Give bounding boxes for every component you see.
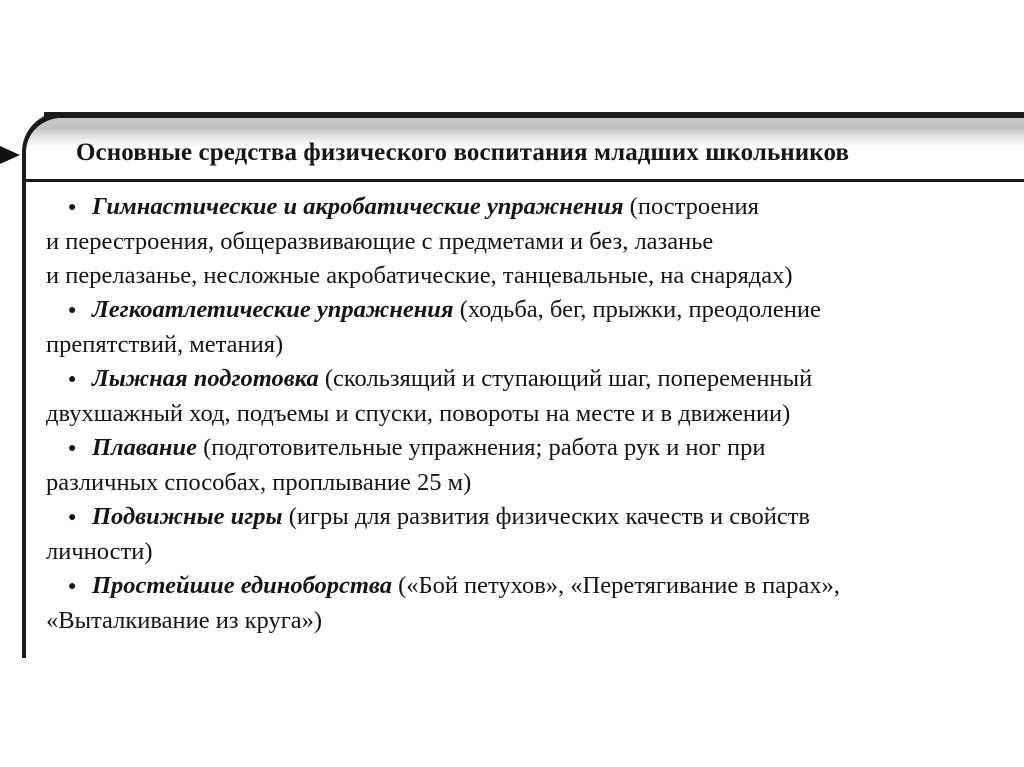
item-first-line [46, 362, 1006, 397]
item-first-line [46, 500, 1006, 535]
bullet-icon: ● [68, 303, 77, 318]
list-item [46, 293, 1006, 362]
item-continuation: и перестроения, общеразвивающие с предметами и без, лазанье [46, 228, 714, 255]
item-term: Гимнастические и акробатические упражнения [92, 193, 624, 220]
item-continuation: и перелазанье, несложные акробатические, танцевальные, на снарядах) [46, 262, 793, 289]
item-continuation: «Выталкивание из круга») [46, 607, 323, 634]
item-continuation: личности) [46, 538, 153, 565]
page-title: Основные средства физического воспитания младших школьников [76, 139, 850, 166]
arrow-icon [0, 146, 20, 164]
bullet-icon: ● [68, 200, 77, 215]
item-description: (ходьба, бег, прыжки, преодоление [453, 296, 821, 323]
list-item [46, 362, 1006, 431]
list-item [46, 431, 1006, 500]
list-item [46, 190, 1006, 293]
item-continuation: различных способах, проплывание 25 м) [46, 469, 472, 496]
list-item [46, 500, 1006, 569]
item-term: Плавание [92, 434, 198, 461]
item-first-line [46, 293, 1006, 328]
item-description: (построения [623, 193, 759, 220]
means-list [46, 190, 1006, 638]
item-term: Лыжная подготовка [92, 365, 319, 392]
item-description: (игры для развития физических качеств и свойств [282, 503, 810, 530]
bullet-icon: ● [68, 579, 77, 594]
item-term: Легкоатлетические упражнения [92, 296, 454, 323]
frame-left-line [22, 180, 26, 658]
item-term: Простейшие единоборства [92, 572, 392, 599]
item-first-line [46, 431, 1006, 466]
item-first-line [46, 569, 1006, 604]
item-description: (скользящий и ступающий шаг, попеременный [318, 365, 813, 392]
item-term: Подвижные игры [92, 503, 283, 530]
list-item [46, 569, 1006, 638]
item-continuation: двухшажный ход, подъемы и спуски, повороты на месте и в движении) [46, 400, 791, 427]
item-first-line [46, 190, 1006, 225]
item-continuation: препятствий, метания) [46, 331, 284, 358]
bullet-icon: ● [68, 441, 77, 456]
item-description: («Бой петухов», «Перетягивание в парах», [391, 572, 840, 599]
bullet-icon: ● [68, 372, 77, 387]
item-description: (подготовительные упражнения; работа рук и ног при [197, 434, 766, 461]
bullet-icon: ● [68, 510, 77, 525]
